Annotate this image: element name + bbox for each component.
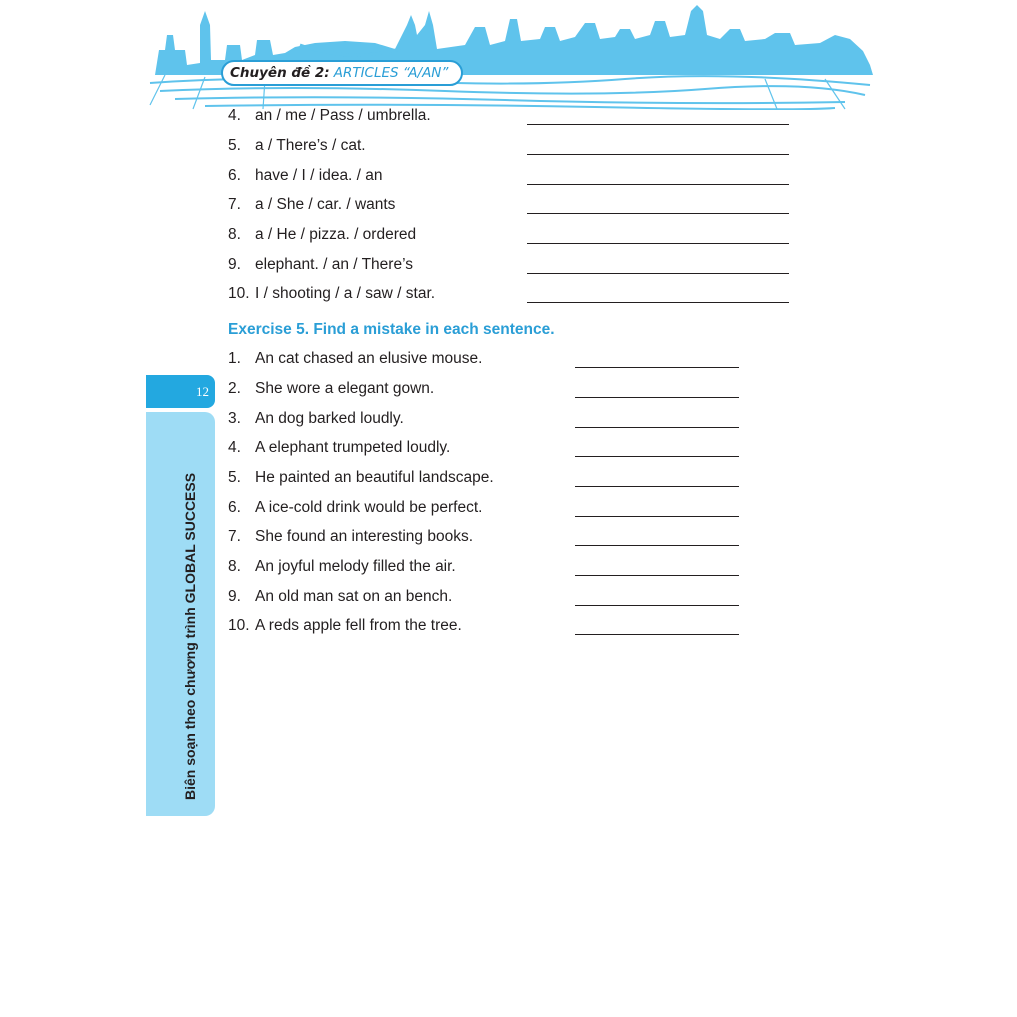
chapter-title-badge (221, 60, 463, 86)
answer-line[interactable] (527, 273, 789, 274)
exercise5-item: 1. An cat chased an elusive mouse. (228, 350, 483, 367)
exercise5-item: 7. She found an interesting books. (228, 528, 474, 545)
answer-line[interactable] (575, 545, 739, 546)
answer-line[interactable] (575, 427, 739, 428)
exercise5-item: 3. An dog barked loudly. (228, 410, 404, 427)
answer-line[interactable] (575, 605, 739, 606)
answer-line[interactable] (575, 397, 739, 398)
answer-line[interactable] (527, 302, 789, 303)
answer-line[interactable] (575, 486, 739, 487)
exercise4-item: 4. an / me / Pass / umbrella. (228, 107, 431, 124)
answer-line[interactable] (575, 634, 739, 635)
answer-line[interactable] (527, 154, 789, 155)
exercise4-item: 6. have / I / idea. / an (228, 167, 383, 184)
answer-line[interactable] (575, 516, 739, 517)
page-number: 12 (196, 383, 209, 399)
exercise4-item: 9. elephant. / an / There’s (228, 256, 413, 273)
exercise4-item: 7. a / She / car. / wants (228, 196, 396, 213)
exercise4-item: 5. a / There’s / cat. (228, 137, 366, 154)
chapter-topic: ARTICLES “A/AN” (333, 65, 449, 81)
exercise4-item: 8. a / He / pizza. / ordered (228, 226, 417, 243)
exercise5-item: 6. A ice-cold drink would be perfect. (228, 499, 483, 516)
sidebar-vertical-label: Biên soạn theo chương trình GLOBAL SUCCESS (182, 472, 198, 800)
answer-line[interactable] (575, 367, 739, 368)
exercise5-item: 10. A reds apple fell from the tree. (228, 617, 462, 634)
exercise5-item: 5. He painted an beautiful landscape. (228, 469, 494, 486)
answer-line[interactable] (575, 456, 739, 457)
exercise5-item: 8. An joyful melody filled the air. (228, 558, 456, 575)
answer-line[interactable] (527, 213, 789, 214)
answer-line[interactable] (527, 124, 789, 125)
page-number-tab (146, 375, 215, 408)
answer-line[interactable] (575, 575, 739, 576)
exercise5-title: Exercise 5. Find a mistake in each sentence. (228, 321, 555, 338)
exercise4-item: 10. I / shooting / a / saw / star. (228, 285, 436, 302)
chapter-prefix: Chuyên đề 2: (230, 65, 330, 81)
exercise5-item: 2. She wore a elegant gown. (228, 380, 435, 397)
answer-line[interactable] (527, 184, 789, 185)
london-skyline-header-art (145, 5, 875, 110)
exercise5-item: 9. An old man sat on an bench. (228, 588, 453, 605)
answer-line[interactable] (527, 243, 789, 244)
exercise5-item: 4. A elephant trumpeted loudly. (228, 439, 451, 456)
